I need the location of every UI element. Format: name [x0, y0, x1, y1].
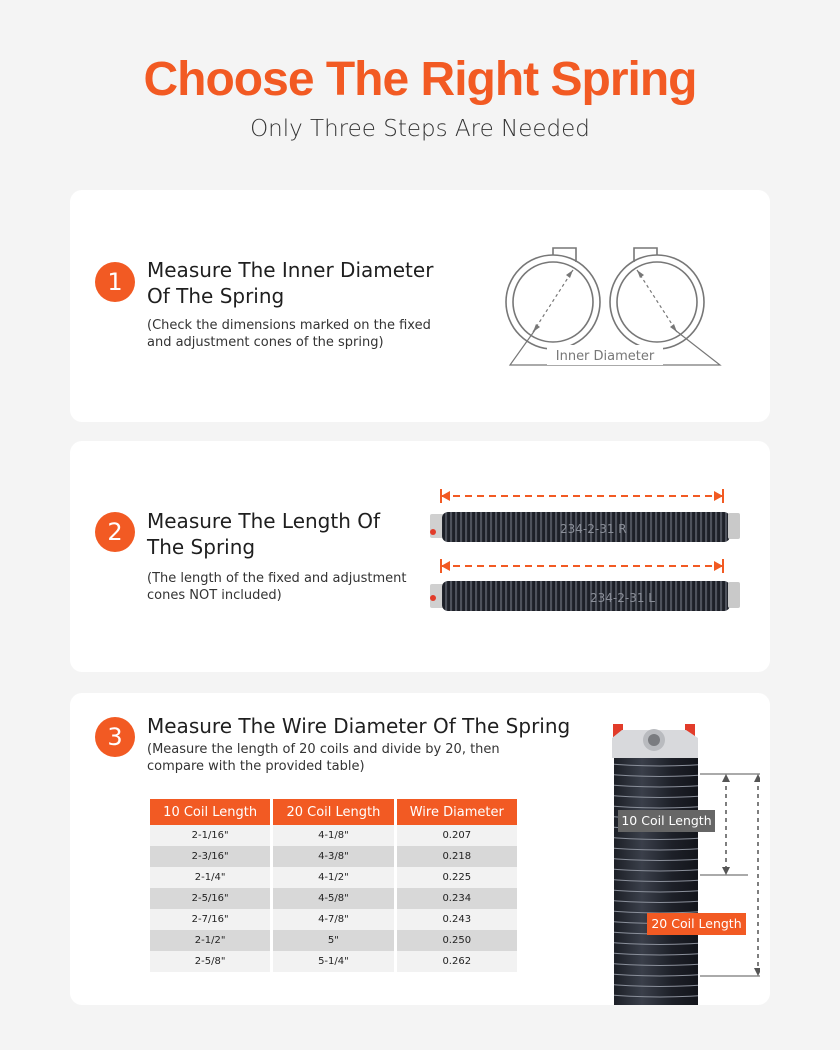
table-cell: 2-1/4" [150, 867, 270, 888]
table-row [150, 825, 517, 846]
table-row [150, 867, 517, 888]
page-subtitle: Only Three Steps Are Needed [250, 116, 590, 142]
step-note-line: and adjustment cones of the spring) [147, 335, 384, 350]
step-heading-line: Measure The Inner Diameter [147, 258, 434, 282]
table-cell: 0.234 [397, 888, 517, 909]
table-cell: 4-5/8" [273, 888, 393, 909]
left-spring-ring [506, 248, 600, 349]
coil-measure-diagram [600, 718, 760, 1005]
spring-label: 234-2-31 L [590, 591, 655, 605]
spring-left-wound [430, 581, 740, 611]
table-cell: 2-3/16" [150, 846, 270, 867]
table-cell: 0.218 [397, 846, 517, 867]
table-cell: 4-7/8" [273, 909, 393, 930]
inner-diameter-diagram [495, 240, 735, 375]
table-cell: 0.262 [397, 951, 517, 972]
table-header-cell: 10 Coil Length [150, 799, 270, 825]
inner-diameter-label: Inner Diameter [555, 349, 655, 364]
spring-coils [614, 758, 698, 1005]
table-header-cell: Wire Diameter [397, 799, 517, 825]
step-3-card [70, 693, 770, 1005]
step-note [147, 741, 500, 775]
spring-right-wound [430, 512, 740, 542]
length-arrow-top [441, 489, 723, 503]
step-note-line: compare with the provided table) [147, 759, 365, 774]
table-row [150, 888, 517, 909]
step-2-card [70, 441, 770, 672]
step-note [147, 570, 406, 604]
table-cell: 0.207 [397, 825, 517, 846]
table-cell: 5-1/4" [273, 951, 393, 972]
table-row [150, 846, 517, 867]
step-heading [147, 257, 433, 309]
step-heading-line: Of The Spring [147, 284, 285, 308]
length-arrow-bottom [441, 559, 723, 573]
table-cell: 2-5/8" [150, 951, 270, 972]
step-heading-line: The Spring [147, 535, 256, 559]
spring-label: 234-2-31 R [560, 522, 627, 536]
table-row [150, 930, 517, 951]
step-number-badge: 2 [95, 512, 135, 552]
winding-cone [612, 724, 698, 758]
table-cell: 4-1/2" [273, 867, 393, 888]
right-spring-ring [610, 248, 704, 349]
step-note [147, 317, 431, 351]
table-cell: 5" [273, 930, 393, 951]
step-note-line: cones NOT included) [147, 588, 282, 603]
table-row [150, 951, 517, 972]
table-header-cell: 20 Coil Length [273, 799, 393, 825]
step-heading-line: Measure The Length Of [147, 509, 381, 533]
table-cell: 0.225 [397, 867, 517, 888]
step-note-line: (Check the dimensions marked on the fixed [147, 318, 431, 333]
table-cell: 4-3/8" [273, 846, 393, 867]
wire-diameter-table [147, 799, 520, 972]
step-note-line: (Measure the length of 20 coils and divide by 20, then [147, 742, 500, 757]
twenty-coil-callout: 20 Coil Length [647, 913, 746, 935]
step-heading [147, 713, 570, 739]
spring-length-diagram [420, 486, 750, 621]
table-cell: 2-5/16" [150, 888, 270, 909]
table-row [150, 909, 517, 930]
table-cell: 2-1/2" [150, 930, 270, 951]
step-heading-line: Measure The Wire Diameter Of The Spring [147, 714, 571, 738]
step-number-badge: 1 [95, 262, 135, 302]
table-cell: 2-1/16" [150, 825, 270, 846]
table-header-row [150, 799, 517, 825]
table-cell: 4-1/8" [273, 825, 393, 846]
step-number-badge: 3 [95, 717, 135, 757]
step-heading [147, 508, 380, 560]
step-note-line: (The length of the fixed and adjustment [147, 571, 407, 586]
page-title: Choose The Right Spring [143, 53, 697, 106]
step-1-card [70, 190, 770, 422]
table-cell: 2-7/16" [150, 909, 270, 930]
table-cell: 0.243 [397, 909, 517, 930]
table-cell: 0.250 [397, 930, 517, 951]
ten-coil-callout: 10 Coil Length [618, 810, 715, 832]
